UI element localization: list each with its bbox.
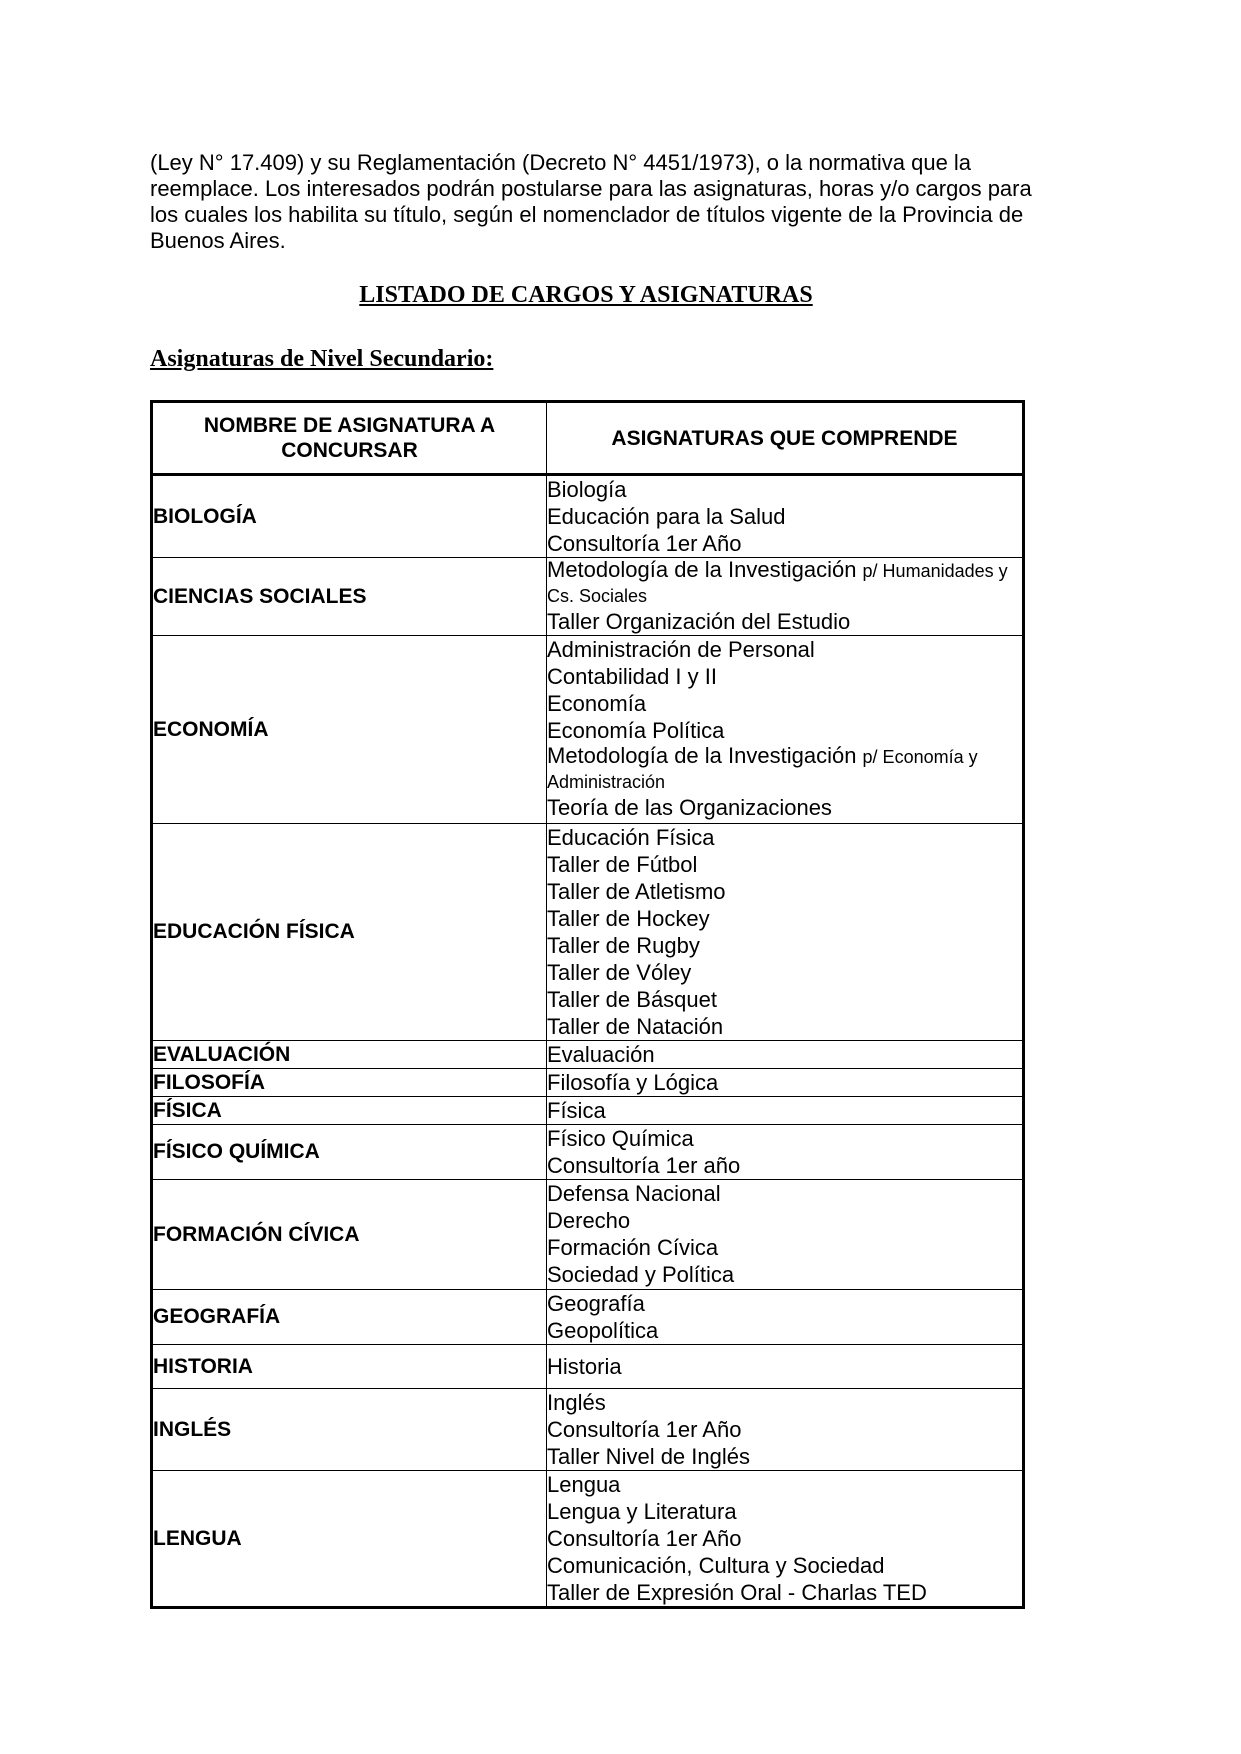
intro-line: (Ley N° 17.409) y su Reglamentación (Decreto N° 4451/1973), o la normativa que la bbox=[150, 150, 972, 175]
intro-line: reemplace. Los interesados podrán postularse para las asignaturas, horas y/o cargos para bbox=[150, 176, 1032, 201]
table-row bbox=[152, 1290, 1024, 1345]
subject-item: Inglés bbox=[547, 1390, 606, 1415]
subject-item: Educación Física bbox=[547, 825, 715, 850]
subject-item: Taller Organización del Estudio bbox=[547, 609, 851, 634]
subject-item: Filosofía y Lógica bbox=[547, 1070, 719, 1095]
subject-items bbox=[547, 1069, 1024, 1097]
table-row bbox=[152, 636, 1024, 824]
column-header-items: ASIGNATURAS QUE COMPRENDE bbox=[547, 402, 1024, 475]
table-row bbox=[152, 824, 1024, 1041]
subject-name: BIOLOGÍA bbox=[152, 475, 547, 558]
subject-item: Consultoría 1er Año bbox=[547, 1526, 742, 1551]
subject-item: Educación para la Salud bbox=[547, 504, 786, 529]
column-header-name: NOMBRE DE ASIGNATURA A CONCURSAR bbox=[152, 402, 547, 475]
subject-item: Taller Nivel de Inglés bbox=[547, 1444, 750, 1469]
subject-item: Metodología de la Investigación p/ Economía y Administración bbox=[547, 743, 978, 792]
subject-item: Taller de Básquet bbox=[547, 987, 717, 1012]
subject-item: Economía Política bbox=[547, 718, 725, 743]
subject-items bbox=[547, 475, 1024, 558]
subject-item: Metodología de la Investigación p/ Humanidades y Cs. Sociales bbox=[547, 557, 1008, 606]
subject-item: Historia bbox=[547, 1354, 622, 1379]
subject-items bbox=[547, 1471, 1024, 1608]
subject-name: CIENCIAS SOCIALES bbox=[152, 558, 547, 636]
table-body bbox=[152, 475, 1024, 1608]
subject-item-suffix: p/ Humanidades y Cs. Sociales bbox=[547, 561, 1008, 606]
table-row bbox=[152, 475, 1024, 558]
main-title: LISTADO DE CARGOS Y ASIGNATURAS bbox=[359, 282, 813, 308]
subject-item: Taller de Fútbol bbox=[547, 852, 698, 877]
table-row bbox=[152, 1069, 1024, 1097]
subject-name: EDUCACIÓN FÍSICA bbox=[152, 824, 547, 1041]
subject-item: Taller de Expresión Oral - Charlas TED bbox=[547, 1580, 927, 1605]
subject-items bbox=[547, 1345, 1024, 1389]
subject-name: FILOSOFÍA bbox=[152, 1069, 547, 1097]
subject-item: Física bbox=[547, 1098, 606, 1123]
subject-item: Taller de Hockey bbox=[547, 906, 710, 931]
subject-item: Contabilidad I y II bbox=[547, 664, 717, 689]
section-title: Asignaturas de Nivel Secundario: bbox=[150, 346, 494, 372]
subject-item: Administración de Personal bbox=[547, 637, 815, 662]
table-row bbox=[152, 1345, 1024, 1389]
subject-items bbox=[547, 824, 1024, 1041]
subject-name: FORMACIÓN CÍVICA bbox=[152, 1180, 547, 1290]
intro-paragraph bbox=[150, 150, 1090, 254]
subject-name: LENGUA bbox=[152, 1471, 547, 1608]
subject-item: Teoría de las Organizaciones bbox=[547, 795, 832, 820]
table-row bbox=[152, 1180, 1024, 1290]
subject-item: Derecho bbox=[547, 1208, 631, 1233]
subject-name: GEOGRAFÍA bbox=[152, 1290, 547, 1345]
subject-item: Biología bbox=[547, 477, 627, 502]
subject-item: Geopolítica bbox=[547, 1318, 659, 1343]
subject-name: EVALUACIÓN bbox=[152, 1041, 547, 1069]
table-row bbox=[152, 1097, 1024, 1125]
subject-items bbox=[547, 1389, 1024, 1471]
table-row bbox=[152, 1125, 1024, 1180]
subject-item: Lengua bbox=[547, 1472, 621, 1497]
table-row bbox=[152, 558, 1024, 636]
intro-line: Buenos Aires. bbox=[150, 228, 286, 253]
subject-item: Taller de Atletismo bbox=[547, 879, 726, 904]
subject-item-suffix: p/ Economía y Administración bbox=[547, 747, 978, 792]
subject-name: FÍSICA bbox=[152, 1097, 547, 1125]
subject-item: Consultoría 1er año bbox=[547, 1153, 741, 1178]
subject-item: Lengua y Literatura bbox=[547, 1499, 737, 1524]
subject-items bbox=[547, 558, 1024, 636]
subject-item: Geografía bbox=[547, 1291, 645, 1316]
subject-name: ECONOMÍA bbox=[152, 636, 547, 824]
subject-items bbox=[547, 1097, 1024, 1125]
subject-item: Taller de Vóley bbox=[547, 960, 692, 985]
table-row bbox=[152, 1389, 1024, 1471]
subject-item: Físico Química bbox=[547, 1126, 694, 1151]
subject-item: Comunicación, Cultura y Sociedad bbox=[547, 1553, 885, 1578]
subject-item: Taller de Rugby bbox=[547, 933, 700, 958]
subject-item: Formación Cívica bbox=[547, 1235, 719, 1260]
subject-items bbox=[547, 1125, 1024, 1180]
subject-items bbox=[547, 1290, 1024, 1345]
subject-name: INGLÉS bbox=[152, 1389, 547, 1471]
table-header-row bbox=[152, 402, 1024, 475]
subject-item: Economía bbox=[547, 691, 647, 716]
subject-items bbox=[547, 636, 1024, 824]
subject-item: Consultoría 1er Año bbox=[547, 1417, 742, 1442]
subject-name: HISTORIA bbox=[152, 1345, 547, 1389]
table-row bbox=[152, 1471, 1024, 1608]
subject-item: Defensa Nacional bbox=[547, 1181, 721, 1206]
table-row bbox=[152, 1041, 1024, 1069]
subject-items bbox=[547, 1041, 1024, 1069]
subject-name: FÍSICO QUÍMICA bbox=[152, 1125, 547, 1180]
subjects-table bbox=[150, 400, 1025, 1609]
subject-item: Evaluación bbox=[547, 1042, 655, 1067]
subject-item: Taller de Natación bbox=[547, 1014, 724, 1039]
subject-items bbox=[547, 1180, 1024, 1290]
intro-line: los cuales los habilita su título, según el nomenclador de títulos vigente de la Provincia de bbox=[150, 202, 1024, 227]
subject-item: Consultoría 1er Año bbox=[547, 531, 742, 556]
subject-item: Sociedad y Política bbox=[547, 1262, 735, 1287]
